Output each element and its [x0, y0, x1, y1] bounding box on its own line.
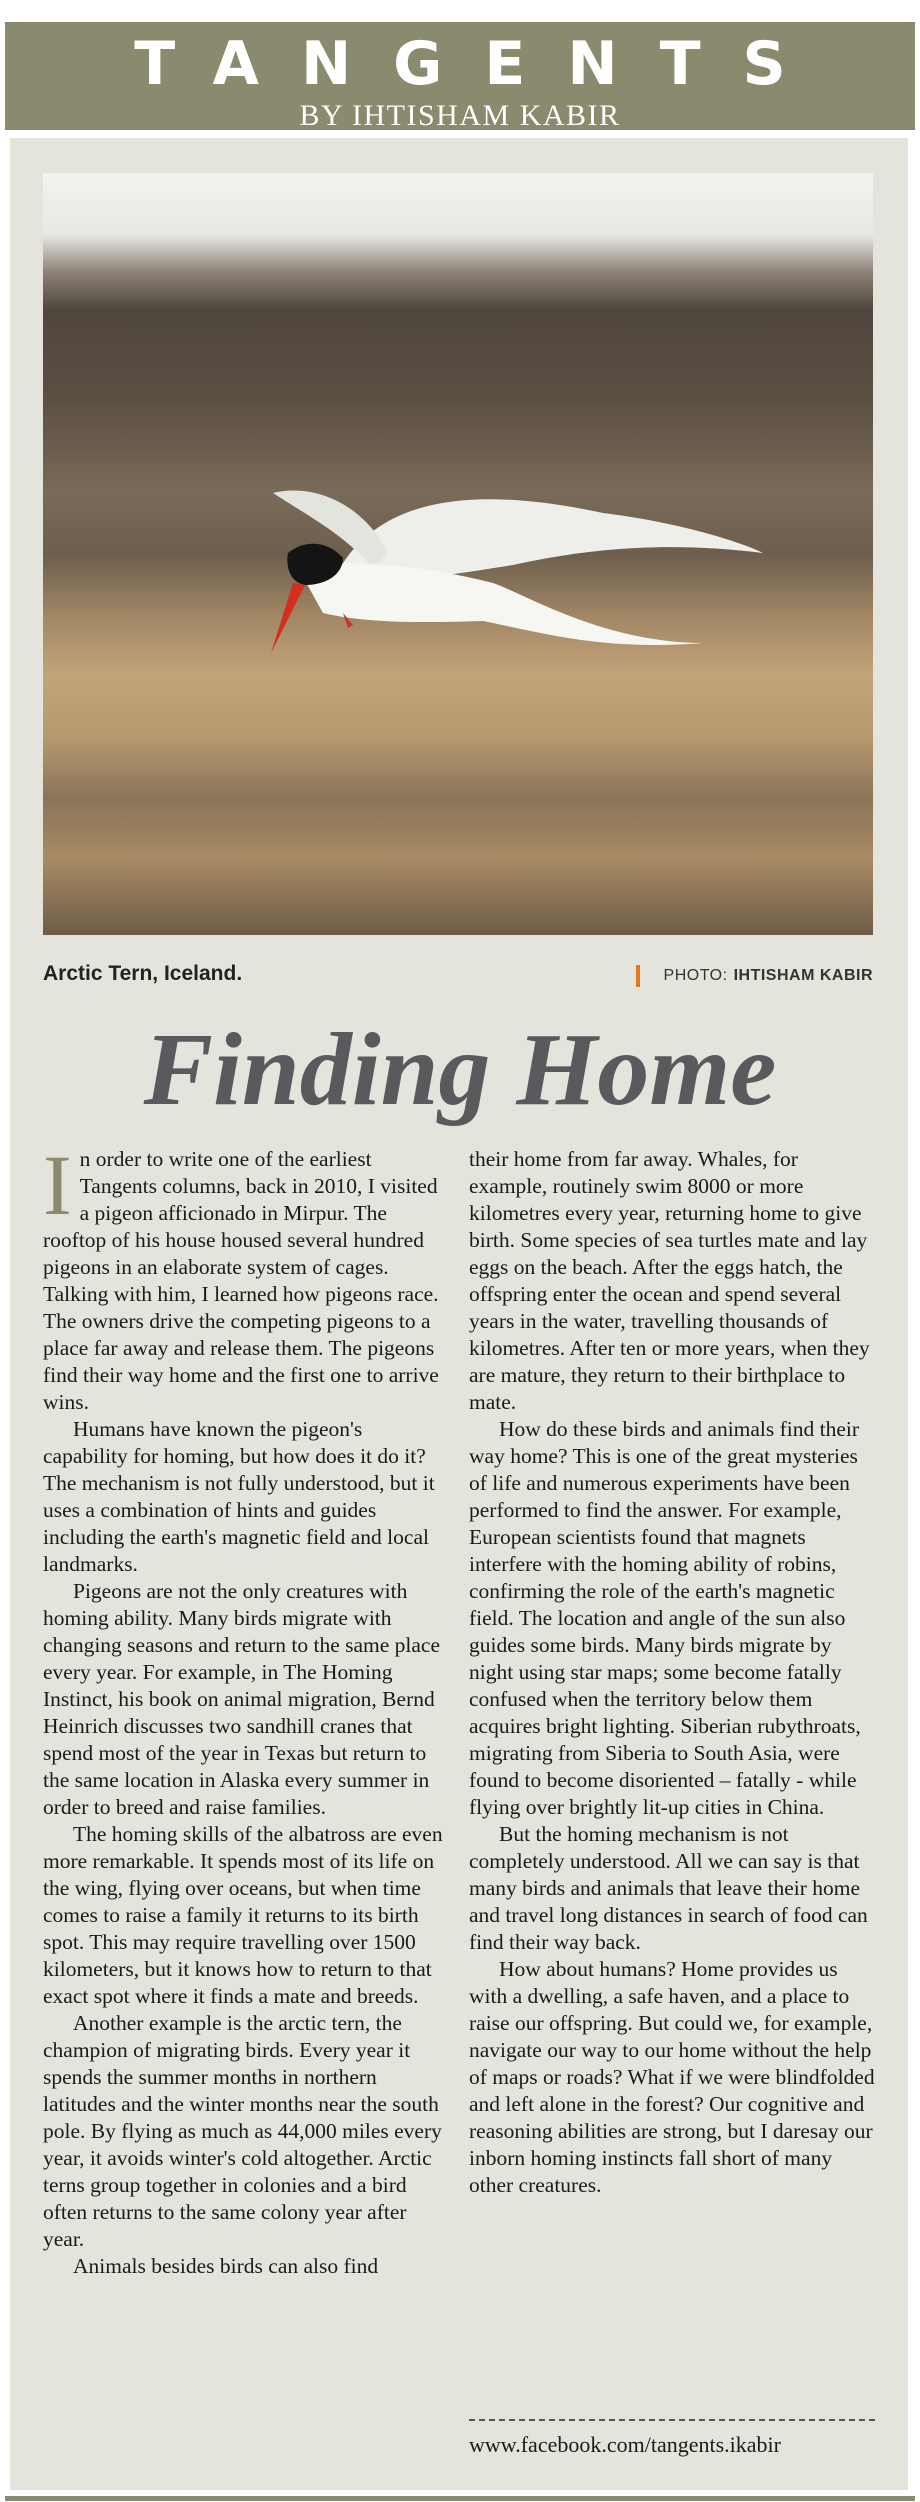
- paragraph: But the homing mechanism is not completely understood. All we can say is that many birds and animals that leave their home and travel long distances in search of food can find their way back.: [469, 1822, 868, 1954]
- drop-cap: I: [43, 1137, 72, 1233]
- credit-label: PHOTO:: [663, 967, 728, 984]
- photo-credit: [636, 965, 873, 987]
- article-column-2: [469, 1146, 875, 2199]
- column-title: TANGENTS: [134, 29, 828, 99]
- photo-caption: Arctic Tern, Iceland.: [43, 962, 243, 985]
- paragraph: Another example is the arctic tern, the champion of migrating birds. Every year it spends the summer months in northern latitudes and the winter months near the south pole. By flying as much as 44,000 miles every year, it avoids winter's cold altogether. Arctic terns group together in colonies and a bird often returns to the same colony year after year.: [43, 2011, 442, 2251]
- bottom-border: [5, 2496, 915, 2501]
- paragraph: their home from far away. Whales, for example, routinely swim 8000 or more kilometres every year, returning home to give birth. Some species of sea turtles mate and lay eggs on the beach. After the eggs hatch, the offspring enter the ocean and spend several years in the water, travelling thousands of kilometres. After ten or more years, when they are mature, they return to their birthplace to mate.: [469, 1147, 870, 1414]
- article-column-1: [43, 1137, 449, 2280]
- credit-name: IHTISHAM KABIR: [733, 967, 873, 984]
- photo-image: [43, 173, 873, 935]
- credit-accent-bar: [636, 965, 640, 987]
- article-headline: Finding Home: [143, 1012, 777, 1127]
- byline: BY IHTISHAM KABIR: [299, 99, 621, 132]
- paragraph: In order to write one of the earliest Tangents columns, back in 2010, I visited a pigeon afficionado in Mirpur. The rooftop of his house housed several hundred pigeons in an elaborate system of cages. Talking with him, I learned how pigeons race. The owners drive the competing pigeons to a place far away and release them. The pigeons find their way home and the first one to arrive wins.: [43, 1137, 439, 1414]
- paragraph: How about humans? Home provides us with a dwelling, a safe haven, and a place to raise our offspring. But could we, for example, navigate our way to our home without the help of maps or roads? What if we were blindfolded and left alone in the forest? Our cognitive and reasoning abilities are strong, but I daresay our inborn homing instincts fall short of many other creatures.: [469, 1957, 875, 2197]
- dashed-divider: [469, 2419, 875, 2421]
- paragraph: Humans have known the pigeon's capability for homing, but how does it do it? The mechanism is not fully understood, but it uses a combination of hints and guides including the earth's magnetic field and local landmarks.: [43, 1417, 435, 1576]
- facebook-link[interactable]: www.facebook.com/tangents.ikabir: [469, 2432, 781, 2457]
- paragraph: Animals besides birds can also find: [73, 2254, 379, 2278]
- arctic-tern-photo: [43, 173, 873, 935]
- paragraph: Pigeons are not the only creatures with homing ability. Many birds migrate with changing seasons and return to the same place every year. For example, in The Homing Instinct, his book on animal migration, Bernd Heinrich discusses two sandhill cranes that spend most of the year in Texas but return to the same location in Alaska every summer in order to breed and raise families.: [43, 1579, 441, 1819]
- masthead-banner: [5, 22, 915, 130]
- paragraph: How do these birds and animals find their way home? This is one of the great mysteries of life and numerous experiments have been performed to find the answer. For example, European scientists found that magnets interfere with the homing ability of robins, confirming the role of the earth's magnetic field. The location and angle of the sun also guides some birds. Many birds migrate by night using star maps; some become fatally confused when the territory below them acquires bright lighting. Siberian rubythroats, migrating from Siberia to South Asia, were found to become disoriented – fatally - while flying over brightly lit-up cities in China.: [469, 1417, 861, 1819]
- paragraph: The homing skills of the albatross are even more remarkable. It spends most of its life on the wing, flying over oceans, but when time comes to raise a family it returns to its birth spot. This may require travelling over 1500 kilometers, but it knows how to return to that exact spot where it finds a mate and breeds.: [43, 1822, 443, 2008]
